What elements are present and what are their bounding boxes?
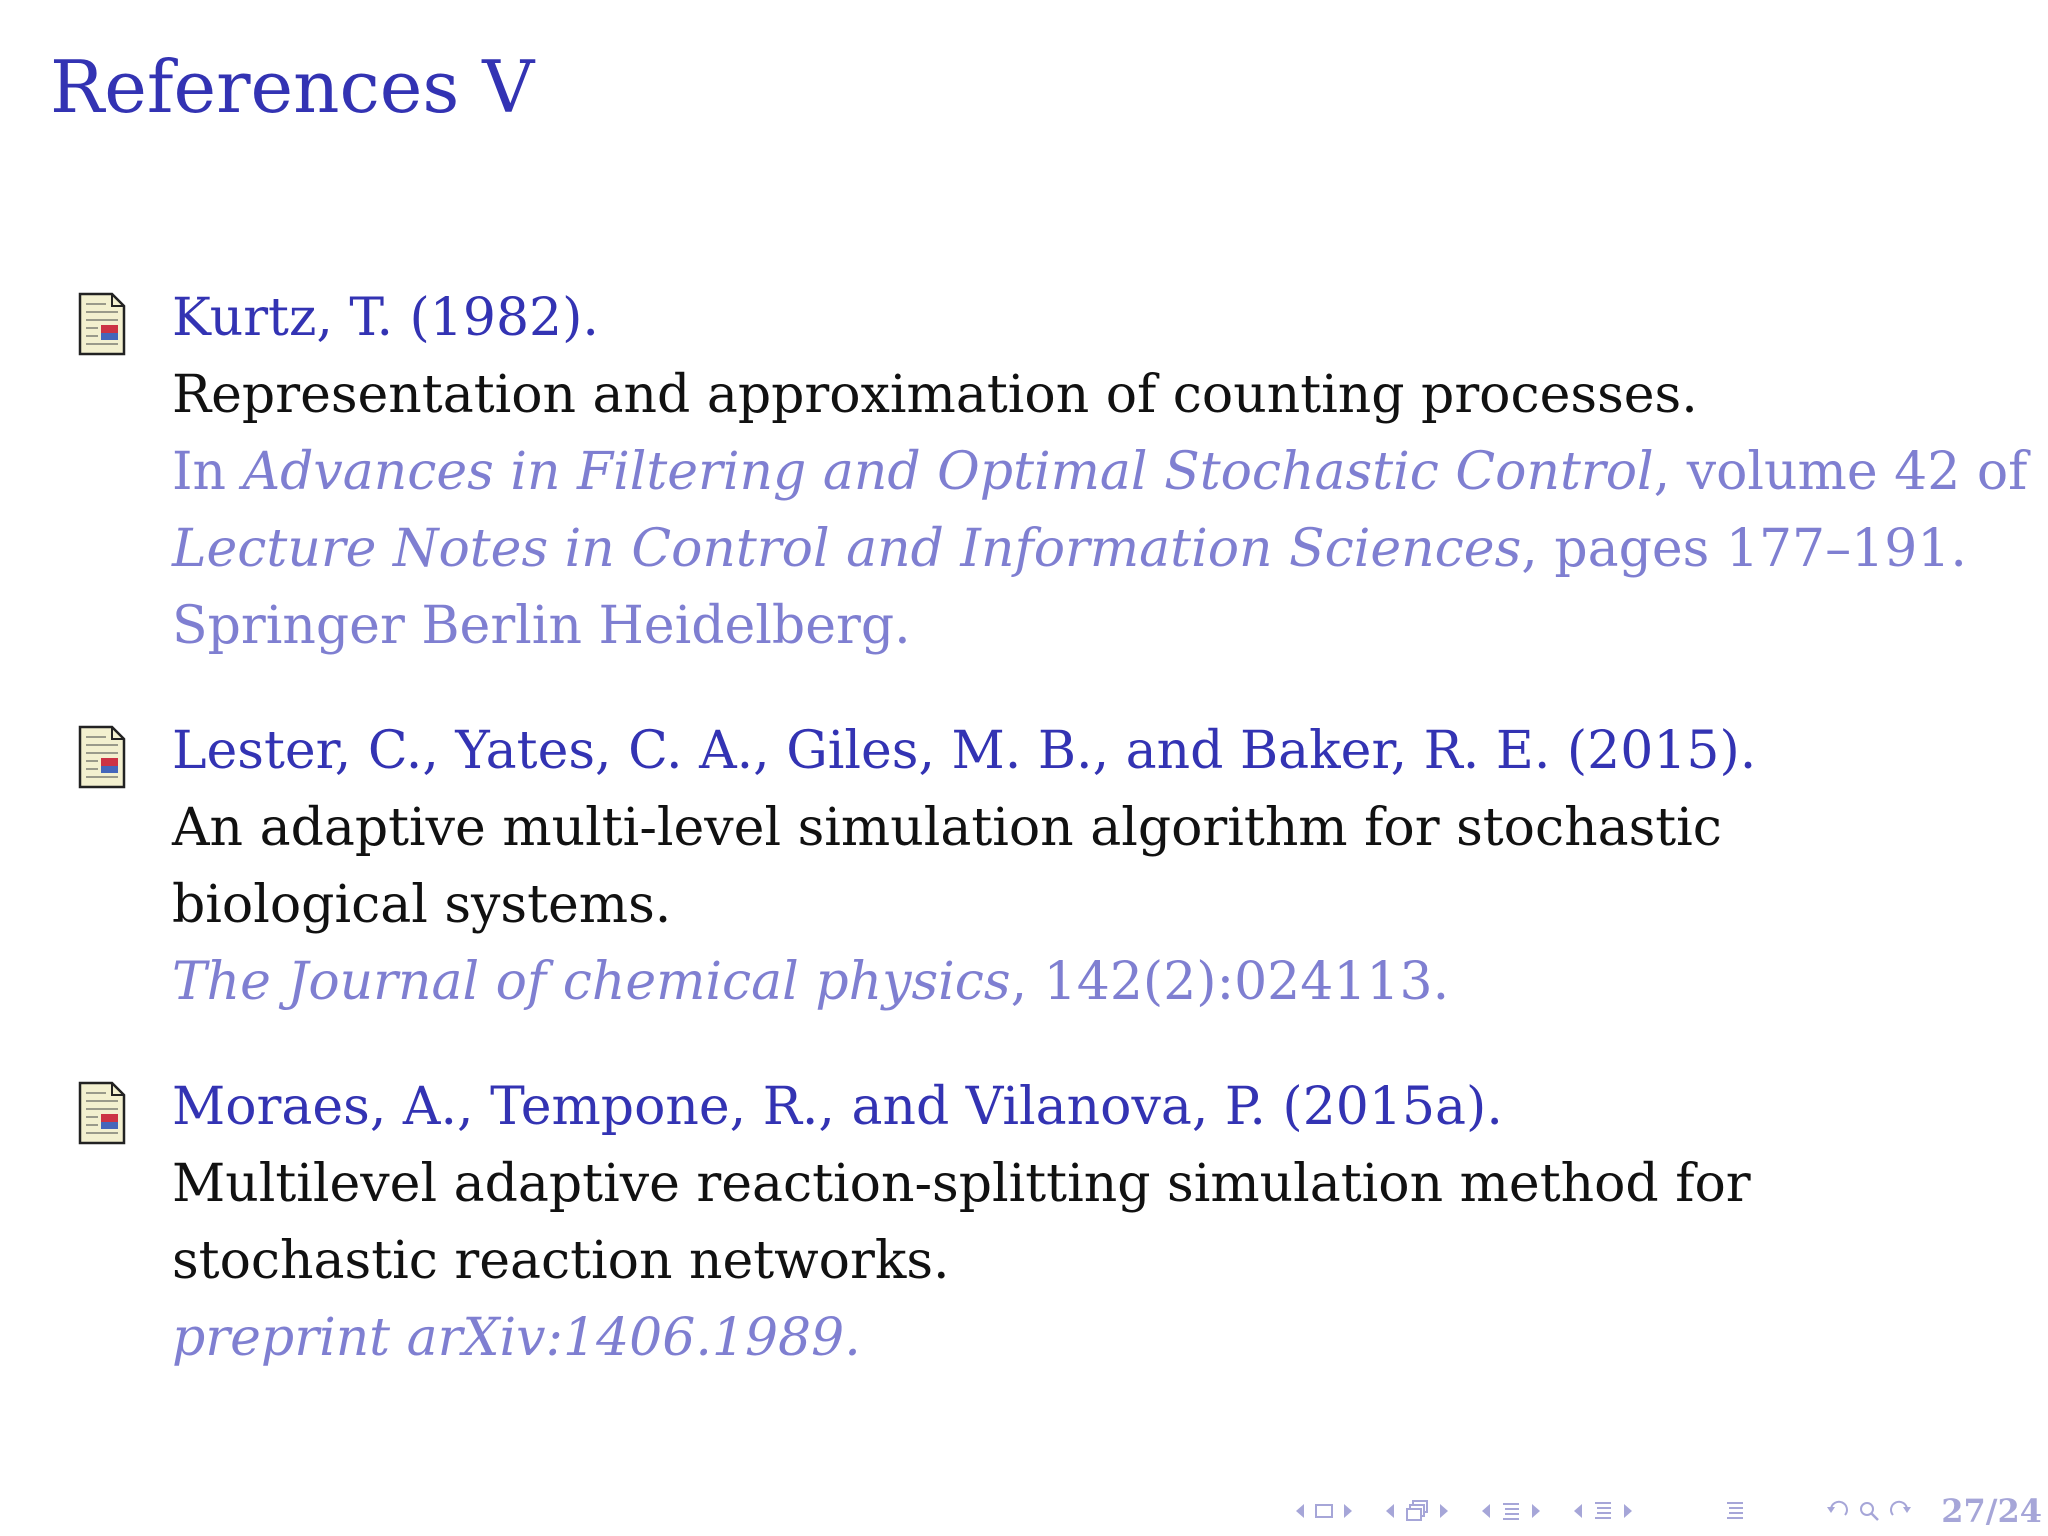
venue-book-title: Advances in Filtering and Optimal Stochastic Control	[242, 442, 1654, 502]
reference-title: Multilevel adaptive reaction-splitting simulation method for stochastic reaction networks.	[172, 1154, 1751, 1291]
search-icon[interactable]	[1857, 1499, 1881, 1523]
frame-icon	[1313, 1501, 1335, 1521]
page-number: 27/24	[1941, 1492, 2042, 1530]
venue-journal-title: The Journal of chemical physics	[172, 952, 1011, 1012]
redo-icon[interactable]	[1887, 1499, 1913, 1523]
search-nav[interactable]	[1825, 1499, 1913, 1523]
frame-nav[interactable]	[1293, 1501, 1355, 1521]
article-icon	[78, 1081, 126, 1145]
slide-title: References V	[50, 45, 535, 129]
arrow-left-icon[interactable]	[1479, 1501, 1493, 1521]
reference-title: Representation and approximation of counting processes.	[172, 365, 1698, 425]
article-icon	[78, 292, 126, 356]
toc-icon[interactable]	[1723, 1499, 1747, 1523]
reference-venue	[172, 944, 2048, 1021]
arrow-right-icon[interactable]	[1621, 1501, 1635, 1521]
section-icon	[1499, 1499, 1523, 1523]
arrow-right-icon[interactable]	[1437, 1501, 1451, 1521]
reference-item	[0, 1069, 2048, 1377]
arrow-left-icon[interactable]	[1571, 1501, 1585, 1521]
arrow-right-icon[interactable]	[1341, 1501, 1355, 1521]
arrow-right-icon[interactable]	[1529, 1501, 1543, 1521]
venue-preprint: preprint arXiv:1406.1989.	[172, 1308, 861, 1368]
section-nav[interactable]	[1479, 1499, 1543, 1523]
arrow-left-icon[interactable]	[1383, 1501, 1397, 1521]
reference-author: Lester, C., Yates, C. A., Giles, M. B., and Baker, R. E. (2015).	[172, 721, 1757, 781]
reference-list	[0, 280, 2048, 1425]
reference-author: Moraes, A., Tempone, R., and Vilanova, P. (2015a).	[172, 1077, 1503, 1137]
subsection-icon	[1403, 1499, 1431, 1523]
toc-nav[interactable]	[1723, 1499, 1747, 1523]
venue-text: In	[172, 442, 243, 502]
reference-title: An adaptive multi-level simulation algorithm for stochastic biological systems.	[172, 798, 1722, 935]
venue-text: , pages 177–191. Springer Berlin Heidelberg.	[172, 519, 1967, 656]
reference-venue	[172, 1300, 2048, 1377]
article-icon	[78, 725, 126, 789]
beamer-navigation-bar	[1293, 1486, 2048, 1536]
reference-venue	[172, 434, 2048, 665]
venue-series-title: Lecture Notes in Control and Information Sciences	[172, 519, 1522, 579]
subsection-nav[interactable]	[1383, 1499, 1451, 1523]
arrow-left-icon[interactable]	[1293, 1501, 1307, 1521]
reference-author: Kurtz, T. (1982).	[172, 288, 599, 348]
presentation-nav[interactable]	[1571, 1499, 1635, 1523]
presentation-icon	[1591, 1499, 1615, 1523]
venue-text: , 142(2):024113.	[1010, 952, 1450, 1012]
reference-item	[0, 713, 2048, 1021]
reference-item	[0, 280, 2048, 665]
venue-text: , volume 42 of	[1653, 442, 2028, 502]
undo-icon[interactable]	[1825, 1499, 1851, 1523]
